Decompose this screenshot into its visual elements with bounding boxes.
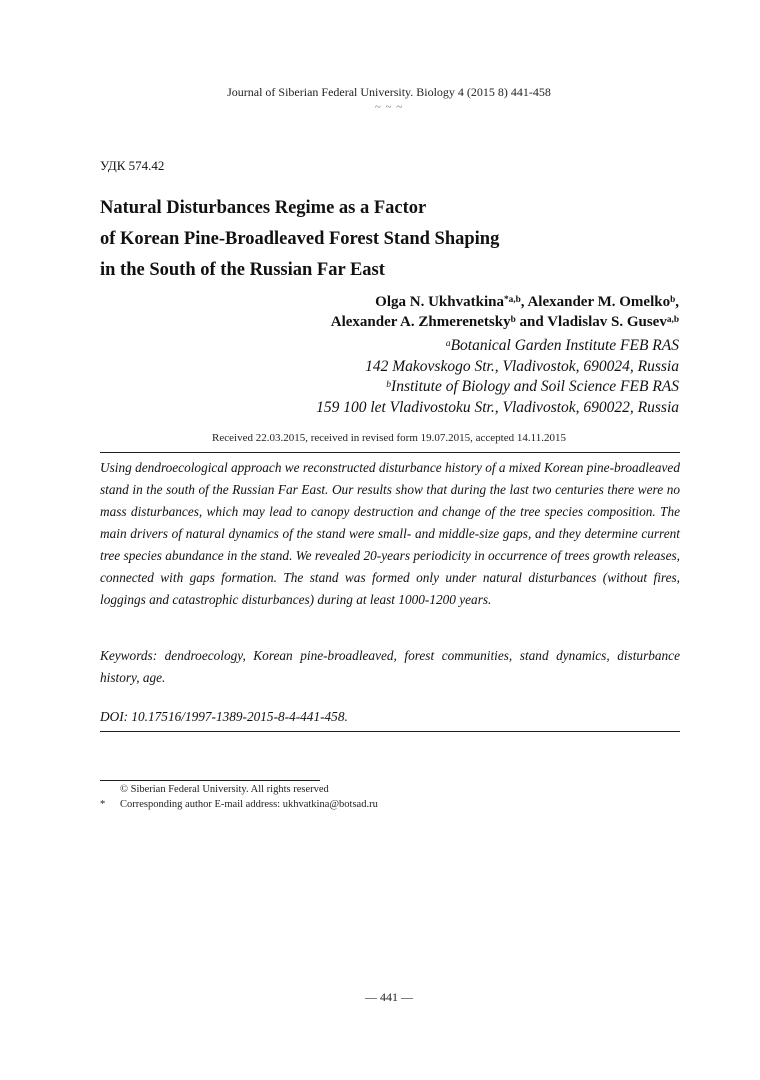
- affiliation-line: 142 Makovskogo Str., Vladivostok, 690024, Russia: [365, 357, 679, 375]
- affiliation-mark: a: [445, 337, 451, 349]
- author-line: [331, 292, 679, 312]
- affiliation-line: 159 100 let Vladivostoku Str., Vladivostok, 690022, Russia: [316, 398, 679, 416]
- author-separator: ,: [675, 294, 679, 310]
- abstract-top-rule: [100, 452, 680, 453]
- author-name: Alexander M. Omelko: [527, 294, 671, 310]
- abstract-bottom-rule: [100, 731, 680, 732]
- header-ornament: ~ ~ ~: [374, 101, 404, 113]
- author-line: [331, 312, 679, 332]
- title-line: Natural Disturbances Regime as a Factor: [100, 198, 427, 218]
- title-line: in the South of the Russian Far East: [100, 260, 385, 280]
- udk-code: УДК 574.42: [100, 158, 165, 173]
- author-affiliation-mark: b: [670, 294, 676, 305]
- author-affiliation-mark: *a,b: [503, 294, 521, 305]
- author-affiliation-mark: a,b: [666, 314, 679, 325]
- received-dates: Received 22.03.2015, received in revised form 19.07.2015, accepted 14.11.2015: [212, 432, 566, 444]
- page-number: — 441 —: [365, 990, 413, 1004]
- doi[interactable]: DOI: 10.17516/1997-1389-2015-8-4-441-458.: [100, 709, 348, 724]
- journal-header: Journal of Siberian Federal University. Biology 4 (2015 8) 441-458: [227, 85, 551, 99]
- author-separator: and: [515, 314, 548, 330]
- affiliation-mark: b: [386, 378, 392, 390]
- author-name: Alexander A. Zhmerenetsky: [330, 314, 511, 330]
- author-list: [331, 292, 679, 332]
- title-line: of Korean Pine-Broadleaved Forest Stand Shaping: [100, 229, 500, 249]
- footnote-corresponding-author: * Corresponding author E-mail address: ukhvatkina@botsad.ru: [100, 799, 378, 810]
- footnote-copyright: © Siberian Federal University. All rights reserved: [120, 784, 329, 795]
- footnote-rule: [100, 780, 320, 781]
- keywords: Keywords: dendroecology, Korean pine-broadleaved, forest communities, stand dynamics, disturbance history, age.: [100, 648, 680, 685]
- affiliations: [316, 336, 679, 418]
- footnote-mark: *: [100, 799, 106, 810]
- author-separator: ,: [520, 294, 528, 310]
- author-name: Olga N. Ukhvatkina: [375, 294, 504, 310]
- abstract-text: Using dendroecological approach we reconstructed disturbance history of a mixed Korean pine-broadleaved stand in the south of the Russian Far East. Our results show that during the last two centuries there were no mass disturbances, which may lead to canopy destruction and change of the tree species composition. The main drivers of natural dynamics of the stand were small- and middle-size gaps, and they determine current tree species abundance in the stand. We revealed 20-years periodicity in occurrence of trees growth releases, connected with gaps formation. The stand was formed only under natural disturbances (without fires, loggings and catastrophic disturbances) during at least 1000-1200 years.: [100, 460, 680, 607]
- author-name: Vladislav S. Gusev: [547, 314, 667, 330]
- author-affiliation-mark: b: [510, 314, 516, 325]
- paper-title: [100, 193, 499, 286]
- affiliation-line: $^b$Institute of Biology and Soil Science FEB RAS: [386, 378, 679, 395]
- affiliation-line: $^a$Botanical Garden Institute FEB RAS: [445, 337, 679, 354]
